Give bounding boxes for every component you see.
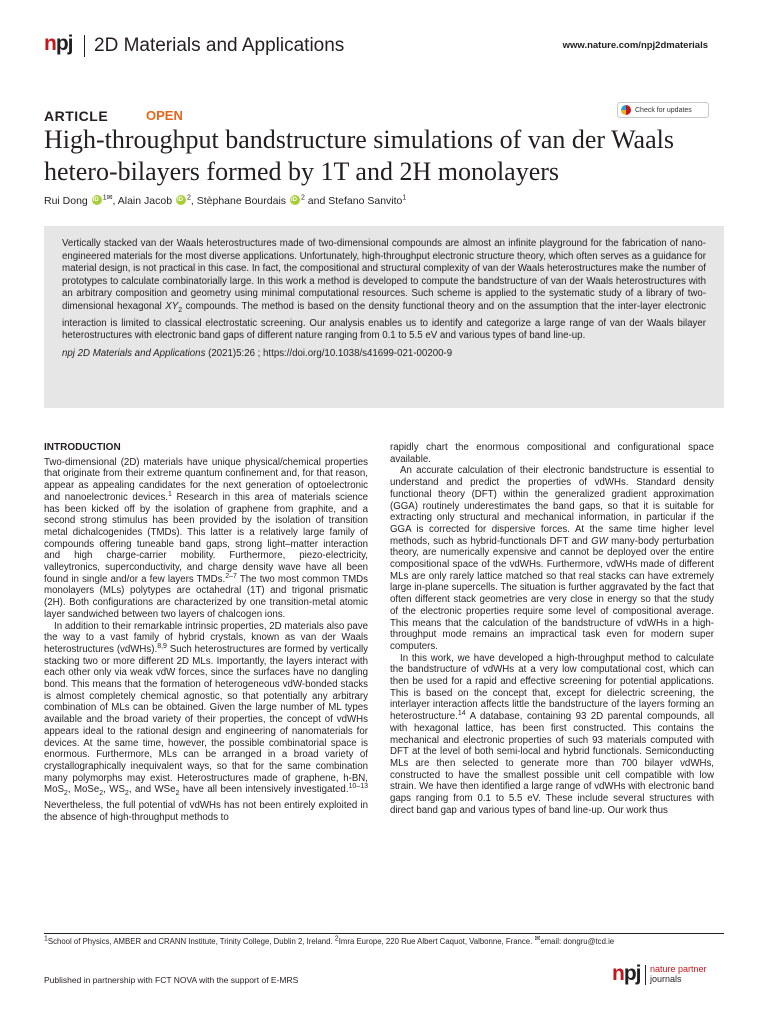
reference-link[interactable]: 14 <box>457 709 466 717</box>
orcid-icon[interactable] <box>176 195 186 205</box>
mail-icon: ✉ <box>534 935 541 943</box>
npj-nature-partner-logo[interactable] <box>612 962 716 988</box>
mail-icon[interactable]: ✉ <box>106 194 113 202</box>
author-list: Rui Dong iD $^{1✉}$, Alain Jacob iD $^2$, Stèphane Bourdais iD $^2$ and Stefano Sanvito$^1$ <box>44 195 406 207</box>
abstract-text: Vertically stacked van der Waals heterostructures made of two-dimensional compounds are almost an infinite playground for the fabrication of nano-engineered materials for the most diverse applications. Unfortunately, high-throughput electronic structure theory, which often serves as a guidance for material design, is not practical in this case. In fact, the compositional and structural complexity of van der Waals heterostructures make the number of prototypes to calculate combinatorially large. In this work a method is developed to compute the bandstructure of van der Waals heterostructures with an arbitrary composition and geometry using minimal computational resources. Such scheme is applied to the systematic study of a library of two-dimensional hexagonal $XY_2$ compounds. The method is based on the density functional theory and on the assumption that the inter-layer electronic interaction is limited to classical electrostatic screening. Our analysis enables us to identify and categorize a large range of van der Waals bilayer heterostructures with electronic band gaps of different nature ranging from 0.1 to 5.5 eV and various types of band line-up. <box>62 238 707 342</box>
orcid-icon[interactable] <box>92 195 102 205</box>
body-column-right <box>390 442 714 817</box>
section-heading: INTRODUCTION <box>44 442 121 453</box>
npj-logo[interactable]: npj <box>44 32 73 55</box>
footnote-divider <box>44 933 724 934</box>
body-column-left <box>44 442 368 823</box>
affiliation-ref: 2 <box>300 194 305 202</box>
email-link[interactable]: email: dongru@tcd.ie <box>540 937 615 946</box>
header-divider <box>84 35 85 57</box>
footer-publisher-note: Published in partnership with FCT NOVA with the support of E-MRS <box>44 975 299 985</box>
citation: npj 2D Materials and Applications (2021)5:26 ; https://doi.org/10.1038/s41699-021-00200-9 <box>62 347 453 359</box>
paragraph: Two-dimensional (2D) materials have unique physical/chemical properties that originate from their extreme quantum confinement and, for that reason, appear as appealing candidates for the next generation of optoelectronic and nanoelectronic devices.$^1$ Research in this area of materials science has been kicked off by the isolation of graphene from graphite, and a second strong stimulus has been provided by the isolation of transition metal dichalcogenides (TMDs). This latter is a relatively large family of compounds offering tuneable band gaps, strong light–matter interaction and high charge-carrier mobility. Furthermore, piezo-electricity, valleytronics, superconductivity, and charge density wave have all been found in single and/or a few layers TMDs.$^{2-7}$ The two most common TMDs monolayers (MLs) polytypes are octahedral (1T) and trigonal prismatic (2H). Both configurations are characterized by one transition-metal atomic layer sandwiched between two layers of chalcogen ions. <box>44 456 369 620</box>
affiliation-ref: 1 <box>402 194 407 202</box>
author-name[interactable]: Alain Jacob <box>117 195 173 207</box>
reference-link[interactable]: 1 <box>167 490 172 498</box>
open-access-label: OPEN <box>146 108 183 123</box>
article-type-label: ARTICLE <box>44 108 109 124</box>
author-name[interactable]: Rui Dong <box>44 195 88 207</box>
paragraph: In addition to their remarkable intrinsic properties, 2D materials also pave the way to a vast family of hybrid crystals, known as van der Waals heterostructures (vdWHs).$^{8,9}$ Such heterostructures are formed by vertically stacking two or more different 2D MLs. Importantly, the layers interact with each other only via weak vdW forces, since the surfaces have no dangling bond. This means that the formation of heterogeneous vdW-bonded stacks is almost completely chemical agnostic, so that potentially any arbitrary combination of MLs can be obtained. Given the large number of ML types available and the broad variety of their properties, the concept of vdWHs appears ideal to the rational design and engineering of nanomaterials for devices. At the same time, however, the possible combinatorial space is enormous. Furthermore, MLs can be arranged in a broad variety of crystallographically inequivalent ways, so that for the same combination many polymorphs may exist. Heterostructures made of graphene, h-BN, MoS$_2$, MoSe$_2$, $WS_2$, and WSe$_2$ have all been intensively investigated.$^{10-13}$ Nevertheless, the full potential of vdWHs has not been entirely exploited in the absence of high-throughput methods to <box>44 620 368 823</box>
orcid-icon[interactable] <box>290 195 300 205</box>
reference-link[interactable]: 2–7 <box>225 572 237 580</box>
journal-header <box>44 32 708 60</box>
affiliations-footnote: $^1$School of Physics, AMBER and CRANN Institute, Trinity College, Dublin 2, Ireland. $^2$Imra Europe, 220 Rue Albert Caquot, Valbonne, France. ✉email: dongru@tcd.ie <box>44 935 615 946</box>
abstract-box <box>44 226 724 408</box>
paragraph: In this work, we have developed a high-throughput method to calculate the bandstructure of vdWHs at a very low computational cost, which can then be used for a rapid and effective screening for potential applications. This is based on the concept that, except for dielectric screening, the interlayer interaction affects little the bandstructure of the layers forming an heterostructure.$^{14}$ A database, containing 93 2D parental compounds, all with hexagonal lattice, has been first constructed. This contains the mechanical and electronic properties of such 93 materials computed with DFT at the level of both semi-local and hybrid functionals. Semiconducting MLs are then selected to generate more than 700 bilayer vdWHs, constructed to have the smallest possible unit cell compatible with low strain. We have then identified a large range of vdWHs with electronic band gaps ranging from 0.1 to 5.5 eV. These include several structures with direct band gap and various types of band line-up. Our work thus <box>390 652 714 816</box>
journal-url-link[interactable]: www.nature.com/npj2dmaterials <box>562 40 708 51</box>
journal-name: 2D Materials and Applications <box>94 35 345 56</box>
author-name[interactable]: Stefano Sanvito <box>328 195 403 207</box>
paragraph: rapidly chart the enormous compositional and configurational space available. <box>390 442 714 465</box>
footer-logo-divider <box>645 965 646 985</box>
doi-link[interactable]: (2021)5:26 ; https://doi.org/10.1038/s41699-021-00200-9 <box>205 347 453 359</box>
article-title: High-throughput bandstructure simulations of van der Waals hetero-bilayers formed by 1T and 2H monolayers <box>44 125 674 186</box>
paragraph: An accurate calculation of their electronic bandstructure is essential to understand and predict the properties of vdWHs. Standard density functional theory (DFT) within the generalized gradient approximation (GGA) routinely underestimates the band gaps, so that it is suitable for extracting only structural and mechanical information, in particular if the GGA is corrected for dispersive forces. At the same time higher level methods, such as hybrid-functionals DFT and GW many-body perturbation theory, are numerically expensive and cannot be deployed over the entire compositional space of the vdWHs. Furthermore, vdWHs made of different MLs are only rarely lattice matched so that real stacks can have extremely large in-plane supercells. The situation is further aggravated by the fact that often different stack geometries are very close in energy so that the study of the electronic properties require some level of compositional average. This means that the calculation of the bandstructure of vdWHs in a high-throughput mode remains an impractical task even for modern super computers. <box>390 465 715 652</box>
check-updates-button[interactable] <box>617 102 709 118</box>
reference-link[interactable]: 10–13 <box>348 783 368 791</box>
affiliation-ref: 1 <box>102 194 107 202</box>
check-updates-label: Check for updates <box>635 106 692 114</box>
check-updates-icon <box>621 105 631 115</box>
npj-logo: npj <box>612 962 641 985</box>
reference-link[interactable]: 8,9 <box>157 642 167 650</box>
affiliation-ref: 2 <box>186 194 191 202</box>
author-name[interactable]: Stèphane Bourdais <box>196 195 287 207</box>
nature-partner-journals-label: nature partner journals <box>650 964 707 984</box>
